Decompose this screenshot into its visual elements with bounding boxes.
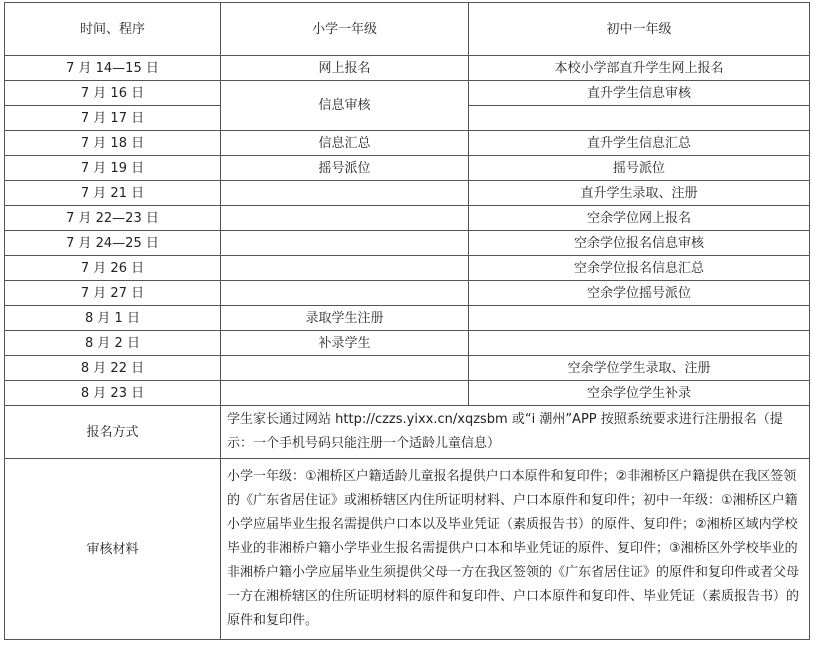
table-row [5, 181, 810, 206]
date-cell: 7 月 24—25 日 [5, 231, 221, 256]
date-cell: 7 月 21 日 [5, 181, 221, 206]
primary-cell: 补录学生 [221, 331, 469, 356]
primary-cell: 信息汇总 [221, 131, 469, 156]
table-row [5, 306, 810, 331]
junior-cell: 空余学位学生录取、注册 [469, 356, 810, 381]
junior-cell: 本校小学部直升学生网上报名 [469, 56, 810, 81]
date-cell: 7 月 19 日 [5, 156, 221, 181]
primary-cell: 网上报名 [221, 56, 469, 81]
table-row [5, 356, 810, 381]
junior-cell [469, 106, 810, 131]
primary-cell [221, 281, 469, 306]
junior-cell: 直升学生信息审核 [469, 81, 810, 106]
header-row [5, 3, 810, 56]
primary-cell: 信息审核 [221, 81, 469, 131]
primary-cell [221, 206, 469, 231]
primary-cell [221, 231, 469, 256]
table-row [5, 256, 810, 281]
table-row [5, 281, 810, 306]
junior-cell: 直升学生信息汇总 [469, 131, 810, 156]
junior-cell: 摇号派位 [469, 156, 810, 181]
materials-row [5, 459, 810, 640]
junior-cell [469, 331, 810, 356]
date-cell: 8 月 22 日 [5, 356, 221, 381]
table-row [5, 131, 810, 156]
schedule-table [4, 2, 810, 640]
junior-cell: 直升学生录取、注册 [469, 181, 810, 206]
table-row [5, 231, 810, 256]
date-cell: 7 月 17 日 [5, 106, 221, 131]
primary-cell [221, 381, 469, 406]
date-cell: 8 月 2 日 [5, 331, 221, 356]
header-time: 时间、程序 [5, 3, 221, 56]
table-row [5, 331, 810, 356]
date-cell: 8 月 1 日 [5, 306, 221, 331]
junior-cell: 空余学位报名信息汇总 [469, 256, 810, 281]
registration-text: 学生家长通过网站 http://czzs.yixx.cn/xqzsbm 或“i 潮州”APP 按照系统要求进行注册报名（提示：一个手机号码只能注册一个适龄儿童信息） [221, 406, 810, 459]
materials-text: 小学一年级：①湘桥区户籍适龄儿童报名提供户口本原件和复印件；②非湘桥区户籍提供在我区签领的《广东省居住证》或湘桥辖区内住所证明材料、户口本原件和复印件；初中一年级：①湘桥区户籍小学应届毕业生报名需提供户口本以及毕业凭证（素质报告书）的原件、复印件；②湘桥区域内学校毕业的非湘桥户籍小学毕业生报名需提供户口本和毕业凭证的原件、复印件；③湘桥区外学校毕业的非湘桥户籍小学应届毕业生须提供父母一方在我区签领的《广东省居住证》的原件和复印件或者父母一方在湘桥辖区的住所证明材料的原件和复印件、户口本原件和复印件、毕业凭证（素质报告书）的原件和复印件。 [221, 459, 810, 640]
header-junior-grade1: 初中一年级 [469, 3, 810, 56]
table-row [5, 81, 810, 106]
date-cell: 7 月 22—23 日 [5, 206, 221, 231]
primary-cell [221, 181, 469, 206]
junior-cell: 空余学位网上报名 [469, 206, 810, 231]
table-row [5, 381, 810, 406]
registration-row [5, 406, 810, 459]
date-cell: 7 月 26 日 [5, 256, 221, 281]
table-row [5, 206, 810, 231]
primary-cell [221, 256, 469, 281]
registration-label: 报名方式 [5, 406, 221, 459]
materials-label: 审核材料 [5, 459, 221, 640]
date-cell: 7 月 14—15 日 [5, 56, 221, 81]
date-cell: 7 月 27 日 [5, 281, 221, 306]
table-row [5, 156, 810, 181]
junior-cell: 空余学位报名信息审核 [469, 231, 810, 256]
junior-cell: 空余学位学生补录 [469, 381, 810, 406]
enrollment-schedule [4, 2, 810, 640]
table-row [5, 56, 810, 81]
date-cell: 8 月 23 日 [5, 381, 221, 406]
primary-cell: 摇号派位 [221, 156, 469, 181]
date-cell: 7 月 16 日 [5, 81, 221, 106]
header-primary-grade1: 小学一年级 [221, 3, 469, 56]
junior-cell: 空余学位摇号派位 [469, 281, 810, 306]
date-cell: 7 月 18 日 [5, 131, 221, 156]
primary-cell [221, 356, 469, 381]
junior-cell [469, 306, 810, 331]
primary-cell: 录取学生注册 [221, 306, 469, 331]
